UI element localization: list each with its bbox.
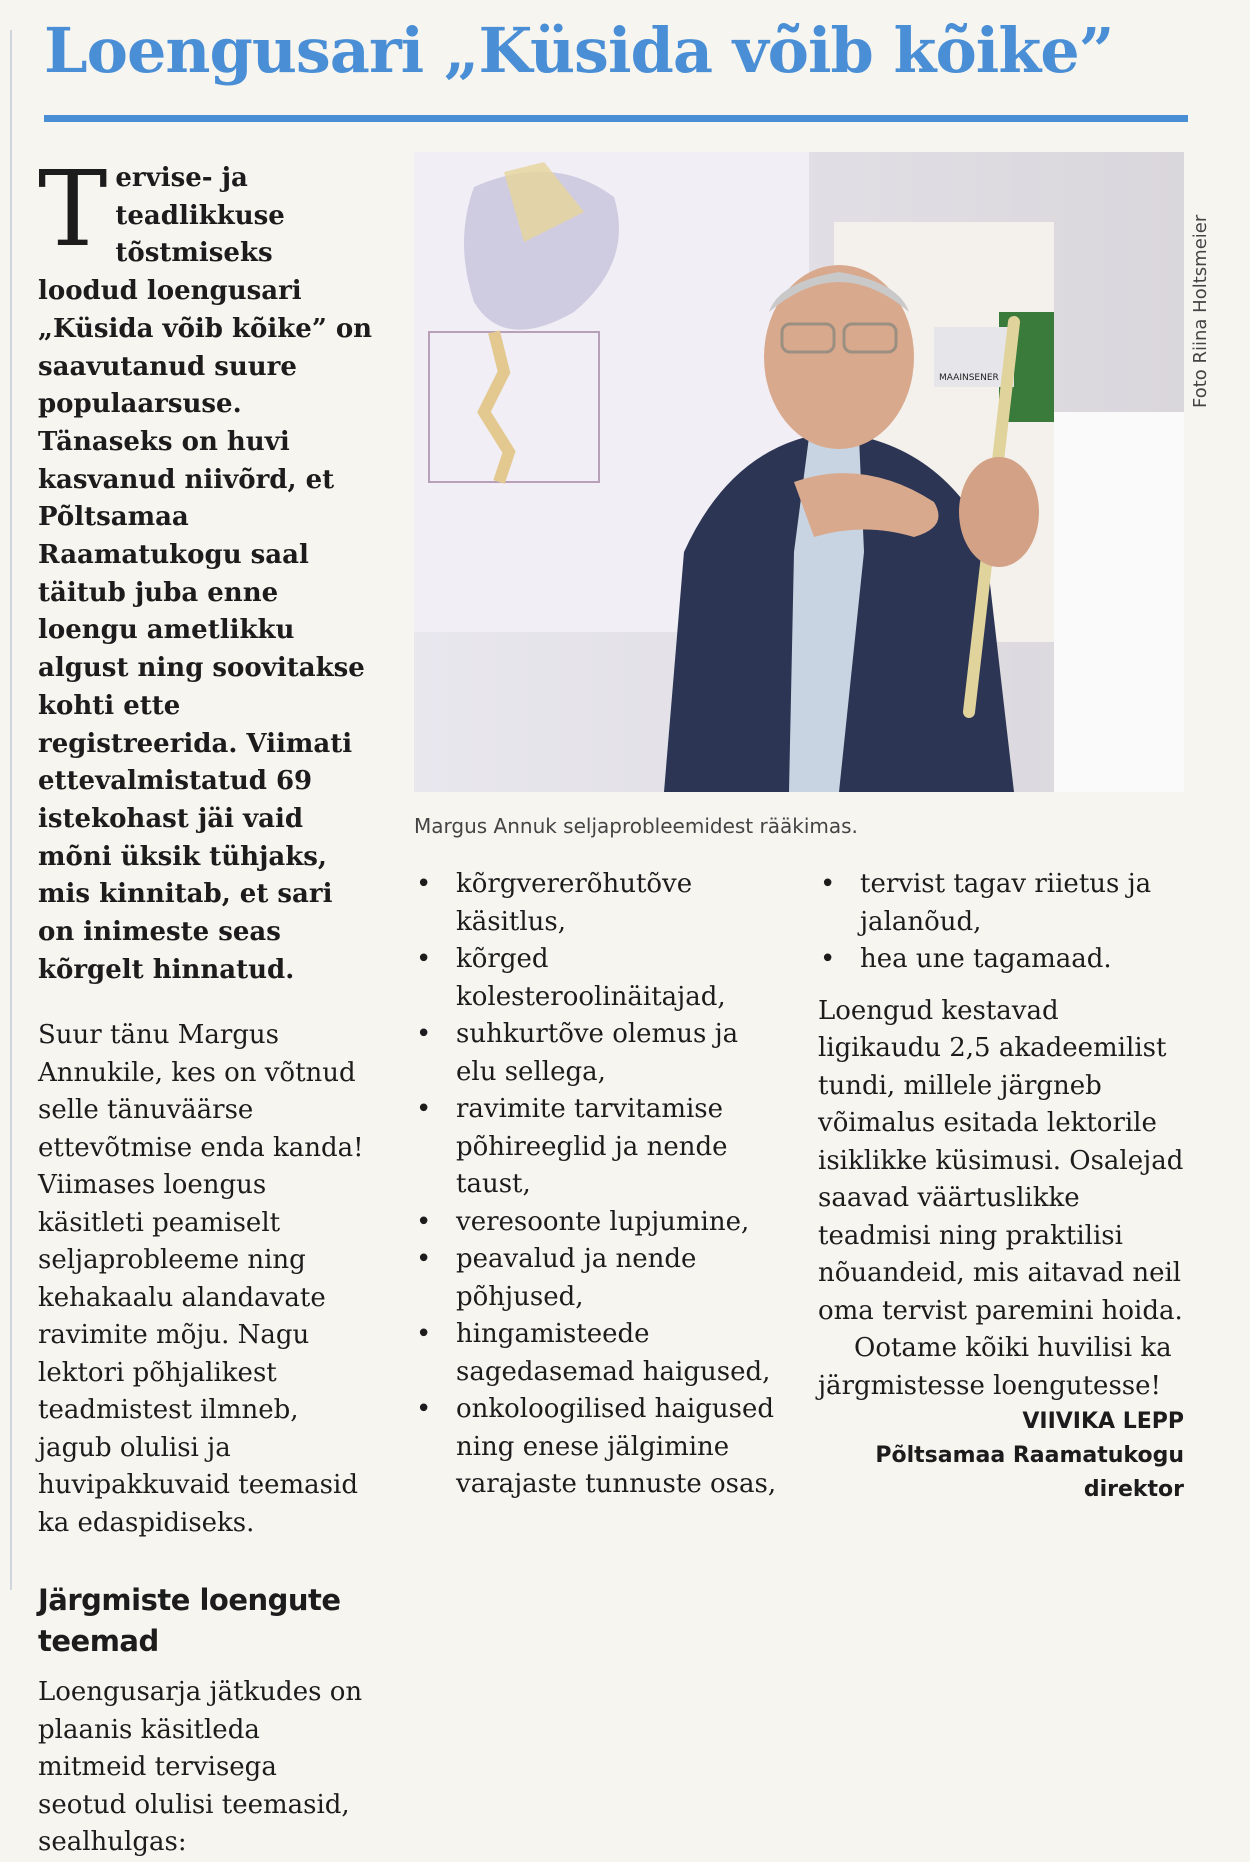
invite-paragraph: Ootame kõiki huvilisi ka järgmistesse loengutesse! bbox=[818, 1333, 1172, 1401]
list-item: • kõrgvererõhutõve käsitlus, bbox=[414, 866, 780, 941]
page-margin-line bbox=[10, 30, 12, 1590]
topics-list bbox=[414, 866, 780, 1504]
lecture-photo bbox=[414, 152, 1184, 792]
photo-credit: Foto Riina Holtsmeier bbox=[1190, 214, 1211, 408]
list-item: • ravimite tarvitamise põhireeglid ja nende taust, bbox=[414, 1091, 780, 1204]
list-item: • peavalud ja nende põhjused, bbox=[414, 1241, 780, 1316]
column-3 bbox=[818, 866, 1184, 1507]
closing-paragraph: Loengud kestavad ligikaudu 2,5 akadeemilist tundi, millele järgneb võimalus esitada lektorile isiklikke küsimusi. Osalejad saavad väärtuslikke teadmisi ning praktilisi nõuandeid, mis aitavad neil oma tervist paremini hoida. bbox=[818, 995, 1184, 1326]
article-title: Loengusari „Küsida võib kõike” bbox=[44, 14, 1114, 87]
list-item: • tervist tagav riietus ja jalanõud, bbox=[818, 866, 1184, 941]
list-item: • hingamisteede sagedasemad haigused, bbox=[414, 1316, 780, 1391]
list-item: • kõrged kolesteroolinäitajad, bbox=[414, 941, 780, 1016]
board-label: MAAINSENER bbox=[939, 373, 999, 383]
list-item: • hea une tagamaad. bbox=[818, 941, 1184, 979]
list-item: • suhkurtõve olemus ja elu sellega, bbox=[414, 1016, 780, 1091]
column-1 bbox=[38, 148, 373, 1862]
lead-paragraph bbox=[38, 148, 373, 989]
section-heading: Järgmiste loengute teemad bbox=[38, 1583, 341, 1659]
topics-list-continued bbox=[818, 866, 1184, 979]
list-item: • onkoloogilised haigused ning enese jälgimine varajaste tunnuste osas, bbox=[414, 1391, 780, 1504]
author-name: VIIVIKA LEPP bbox=[1022, 1409, 1184, 1434]
lecturer-photo-image bbox=[414, 152, 1184, 792]
lead-text: ervise- ja teadlikkuse tõstmiseks loodud loengusari „Küsida võib kõike” on saavutanud suure populaarsuse. Tänaseks on huvi kasvanud niivõrd, et Põltsamaa Raamatukogu saal täitub juba enne loengu ametlikku algust ning soovitakse kohti ette registreerida. Viimati ettevalmistatud 69 istekohast jäi vaid mõni üksik tühjaks, mis kinnitab, et sari on inimeste seas kõrgelt hinnatud. bbox=[38, 163, 373, 985]
column-2 bbox=[414, 866, 780, 1504]
author-role: Põltsamaa Raamatukogu direktor bbox=[875, 1443, 1184, 1502]
body-paragraph: Suur tänu Margus Annukile, kes on võtnud selle tänuväärse ettevõtmise enda kanda! Viimases loengus käsitleti peamiselt seljaprobleeme ning kehakaalu alandavate ravimite mõju. Nagu lektori põhjalikest teadmistest ilmneb, jagub olulisi ja huvipakkuvaid teemasid ka edaspidiseks. bbox=[38, 1020, 364, 1538]
topics-intro: Loengusarja jätkudes on plaanis käsitleda mitmeid tervisega seotud olulisi teemasid, sealhulgas: bbox=[38, 1677, 363, 1858]
list-item: • veresoonte lupjumine, bbox=[414, 1204, 780, 1242]
drop-cap: T bbox=[38, 148, 108, 270]
photo-caption: Margus Annuk seljaprobleemidest rääkimas. bbox=[414, 814, 858, 838]
title-underline bbox=[44, 115, 1188, 122]
